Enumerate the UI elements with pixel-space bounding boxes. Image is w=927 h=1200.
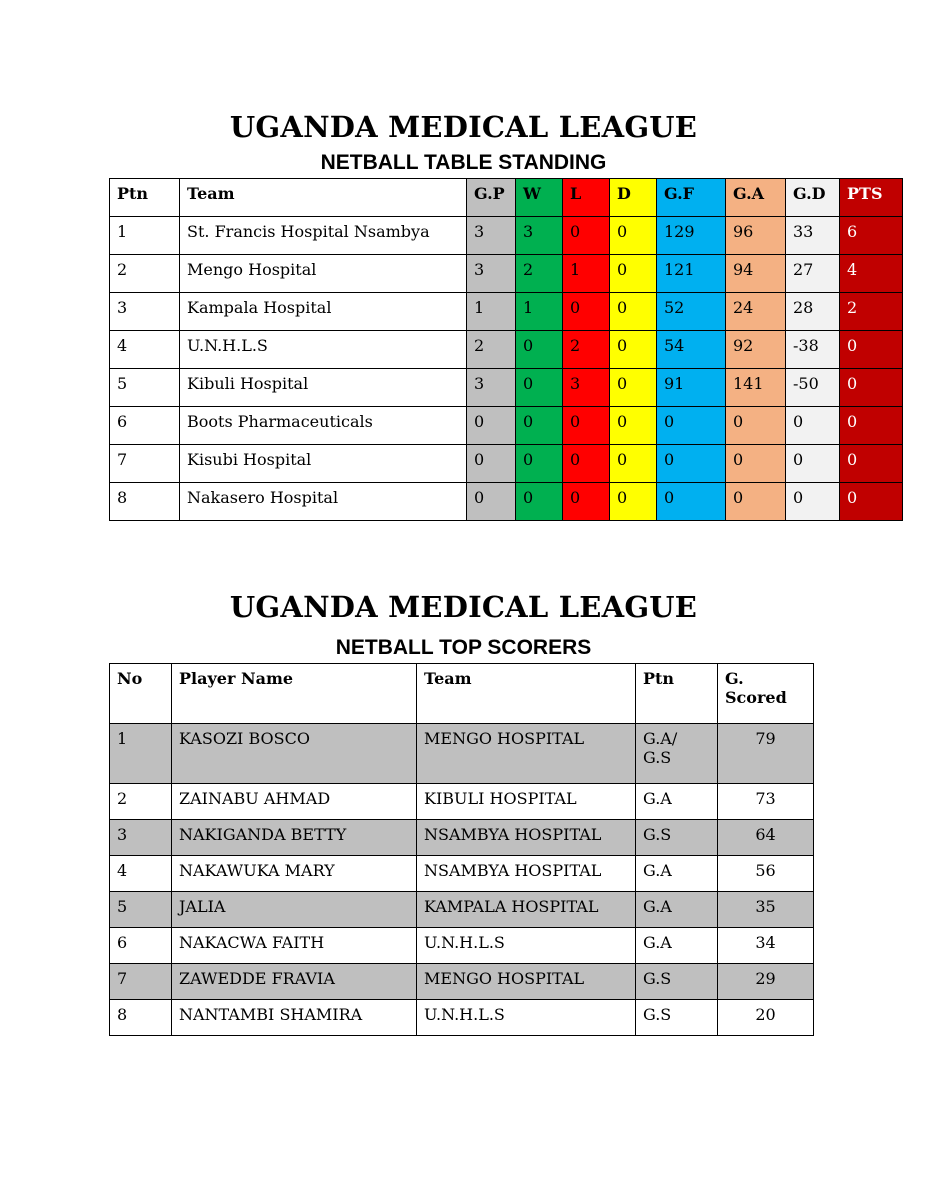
scorers-header-row [110, 664, 814, 724]
cell-w: 0 [516, 483, 563, 521]
cell-l: 1 [563, 255, 610, 293]
cell-goals: 56 [718, 856, 814, 892]
cell-w: 3 [516, 217, 563, 255]
cell-d: 0 [610, 331, 657, 369]
cell-gf: 0 [657, 483, 726, 521]
cell-ga: 141 [726, 369, 786, 407]
cell-w: 0 [516, 407, 563, 445]
cell-gf: 121 [657, 255, 726, 293]
cell-team: NSAMBYA HOSPITAL [417, 856, 636, 892]
cell-player: NAKACWA FAITH [172, 928, 417, 964]
cell-gd: 0 [786, 445, 840, 483]
cell-no: 4 [110, 856, 172, 892]
standings-table [109, 178, 903, 521]
cell-no: 5 [110, 892, 172, 928]
cell-d: 0 [610, 445, 657, 483]
cell-d: 0 [610, 217, 657, 255]
cell-team: KAMPALA HOSPITAL [417, 892, 636, 928]
cell-goals: 73 [718, 784, 814, 820]
header-ptn: Ptn [110, 179, 180, 217]
cell-ptn: 4 [110, 331, 180, 369]
header-pts: PTS [840, 179, 903, 217]
cell-gp: 0 [467, 483, 516, 521]
cell-ptn: G.A/ G.S [636, 724, 718, 784]
standings-subtitle: NETBALL TABLE STANDING [320, 151, 607, 174]
cell-goals: 20 [718, 1000, 814, 1036]
cell-team: Nakasero Hospital [180, 483, 467, 521]
cell-l: 3 [563, 369, 610, 407]
cell-gp: 3 [467, 217, 516, 255]
cell-ptn: G.A [636, 856, 718, 892]
cell-no: 3 [110, 820, 172, 856]
cell-gf: 0 [657, 445, 726, 483]
table-row [110, 217, 903, 255]
scorers-subtitle: NETBALL TOP SCORERS [335, 636, 592, 659]
cell-ptn: 5 [110, 369, 180, 407]
cell-ptn: 8 [110, 483, 180, 521]
cell-gp: 2 [467, 331, 516, 369]
cell-l: 0 [563, 217, 610, 255]
cell-gf: 54 [657, 331, 726, 369]
header-team: Team [417, 664, 636, 724]
cell-gd: 33 [786, 217, 840, 255]
header-gf: G.F [657, 179, 726, 217]
cell-no: 2 [110, 784, 172, 820]
cell-gd: 28 [786, 293, 840, 331]
cell-player: JALIA [172, 892, 417, 928]
table-row [110, 255, 903, 293]
cell-d: 0 [610, 407, 657, 445]
cell-ptn: G.A [636, 784, 718, 820]
table-row [110, 964, 814, 1000]
cell-team: Kibuli Hospital [180, 369, 467, 407]
header-gd: G.D [786, 179, 840, 217]
cell-ptn: G.S [636, 820, 718, 856]
cell-team: MENGO HOSPITAL [417, 724, 636, 784]
cell-gd: -50 [786, 369, 840, 407]
cell-pts: 0 [840, 369, 903, 407]
table-row [110, 483, 903, 521]
cell-ptn: G.S [636, 964, 718, 1000]
cell-ptn: G.A [636, 928, 718, 964]
cell-gd: 27 [786, 255, 840, 293]
table-row [110, 1000, 814, 1036]
cell-team: U.N.H.L.S [180, 331, 467, 369]
cell-no: 1 [110, 724, 172, 784]
header-ga: G.A [726, 179, 786, 217]
cell-ga: 92 [726, 331, 786, 369]
cell-team: NSAMBYA HOSPITAL [417, 820, 636, 856]
cell-l: 0 [563, 445, 610, 483]
cell-gp: 0 [467, 407, 516, 445]
cell-gp: 0 [467, 445, 516, 483]
scorers-table [109, 663, 814, 1036]
cell-ptn: 1 [110, 217, 180, 255]
cell-l: 0 [563, 407, 610, 445]
header-ptn: Ptn [636, 664, 718, 724]
cell-w: 0 [516, 331, 563, 369]
header-team: Team [180, 179, 467, 217]
cell-team: Boots Pharmaceuticals [180, 407, 467, 445]
cell-ptn: 2 [110, 255, 180, 293]
cell-team: KIBULI HOSPITAL [417, 784, 636, 820]
cell-ptn: 7 [110, 445, 180, 483]
cell-no: 7 [110, 964, 172, 1000]
cell-team: St. Francis Hospital Nsambya [180, 217, 467, 255]
cell-d: 0 [610, 483, 657, 521]
header-no: No [110, 664, 172, 724]
cell-goals: 29 [718, 964, 814, 1000]
cell-w: 1 [516, 293, 563, 331]
cell-pts: 0 [840, 407, 903, 445]
cell-team: Kampala Hospital [180, 293, 467, 331]
cell-player: NAKIGANDA BETTY [172, 820, 417, 856]
cell-w: 0 [516, 445, 563, 483]
table-row [110, 784, 814, 820]
cell-team: Mengo Hospital [180, 255, 467, 293]
cell-pts: 2 [840, 293, 903, 331]
cell-player: KASOZI BOSCO [172, 724, 417, 784]
cell-d: 0 [610, 293, 657, 331]
cell-gf: 0 [657, 407, 726, 445]
cell-pts: 6 [840, 217, 903, 255]
cell-w: 2 [516, 255, 563, 293]
cell-gf: 129 [657, 217, 726, 255]
scorers-title: UGANDA MEDICAL LEAGUE [229, 590, 698, 624]
standings-title: UGANDA MEDICAL LEAGUE [229, 110, 698, 144]
cell-l: 0 [563, 293, 610, 331]
header-player-name: Player Name [172, 664, 417, 724]
standings-header-row [110, 179, 903, 217]
cell-goals: 64 [718, 820, 814, 856]
table-row [110, 445, 903, 483]
cell-ptn: 3 [110, 293, 180, 331]
cell-w: 0 [516, 369, 563, 407]
cell-pts: 4 [840, 255, 903, 293]
table-row [110, 369, 903, 407]
cell-gd: -38 [786, 331, 840, 369]
cell-ga: 96 [726, 217, 786, 255]
cell-gp: 3 [467, 369, 516, 407]
cell-d: 0 [610, 255, 657, 293]
table-row [110, 407, 903, 445]
cell-goals: 79 [718, 724, 814, 784]
cell-gp: 1 [467, 293, 516, 331]
cell-pts: 0 [840, 445, 903, 483]
header-w: W [516, 179, 563, 217]
table-row [110, 892, 814, 928]
cell-pts: 0 [840, 483, 903, 521]
table-row [110, 724, 814, 784]
cell-player: NANTAMBI SHAMIRA [172, 1000, 417, 1036]
cell-team: U.N.H.L.S [417, 928, 636, 964]
cell-ptn: 6 [110, 407, 180, 445]
cell-ga: 0 [726, 407, 786, 445]
cell-no: 8 [110, 1000, 172, 1036]
cell-ptn: G.A [636, 892, 718, 928]
table-row [110, 293, 903, 331]
cell-player: ZAWEDDE FRAVIA [172, 964, 417, 1000]
cell-ga: 94 [726, 255, 786, 293]
table-row [110, 820, 814, 856]
cell-goals: 35 [718, 892, 814, 928]
cell-goals: 34 [718, 928, 814, 964]
cell-no: 6 [110, 928, 172, 964]
header-goals-scored: G. Scored [718, 664, 814, 724]
header-d: D [610, 179, 657, 217]
table-row [110, 928, 814, 964]
cell-ptn: G.S [636, 1000, 718, 1036]
cell-team: Kisubi Hospital [180, 445, 467, 483]
header-l: L [563, 179, 610, 217]
table-row [110, 331, 903, 369]
cell-player: NAKAWUKA MARY [172, 856, 417, 892]
cell-gf: 52 [657, 293, 726, 331]
cell-l: 2 [563, 331, 610, 369]
cell-gp: 3 [467, 255, 516, 293]
cell-ga: 24 [726, 293, 786, 331]
cell-d: 0 [610, 369, 657, 407]
cell-gd: 0 [786, 407, 840, 445]
cell-ga: 0 [726, 483, 786, 521]
cell-ga: 0 [726, 445, 786, 483]
cell-team: MENGO HOSPITAL [417, 964, 636, 1000]
cell-gf: 91 [657, 369, 726, 407]
header-gp: G.P [467, 179, 516, 217]
cell-player: ZAINABU AHMAD [172, 784, 417, 820]
cell-team: U.N.H.L.S [417, 1000, 636, 1036]
cell-gd: 0 [786, 483, 840, 521]
cell-pts: 0 [840, 331, 903, 369]
cell-l: 0 [563, 483, 610, 521]
table-row [110, 856, 814, 892]
